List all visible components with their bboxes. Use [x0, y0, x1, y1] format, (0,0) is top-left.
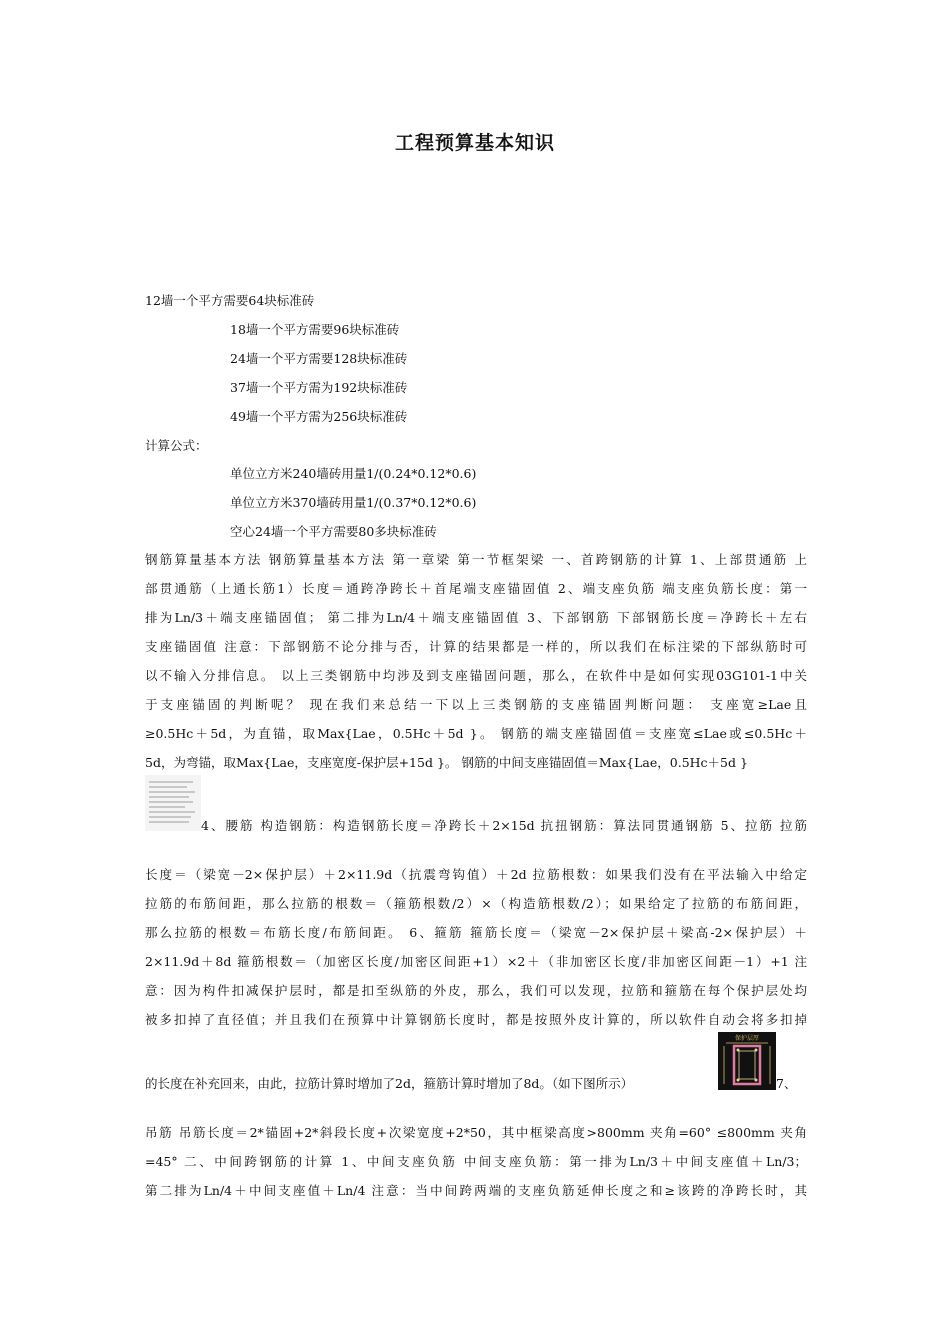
stirrup-diagram: [718, 1032, 776, 1090]
brick-line: 12墙一个平方需要64块标准砖: [145, 293, 315, 308]
formula-heading: 计算公式：: [145, 438, 208, 453]
text-line: 拉筋的布筋间距，那么拉筋的根数＝（箍筋根数/2）×（构造筋根数/2）；如果给定了拉筋的布筋间距，: [145, 896, 807, 911]
text-line: 长度＝（梁宽－2×保护层）＋2×11.9d（抗震弯钩值）＋2d 拉筋根数：如果我们没有在平法输入中给定: [145, 867, 807, 882]
text-line: 2×11.9d＋8d 箍筋根数＝（加密区长度/加密区间距+1）×2＋（非加密区长度/非加密区间距－1）+1 注: [145, 954, 807, 969]
brick-line: 24墙一个平方需要128块标准砖: [230, 351, 408, 366]
brick-line: 49墙一个平方需为256块标准砖: [230, 409, 408, 424]
paragraph-rebar-basics: [145, 545, 807, 777]
text-line: =45° 二、中间跨钢筋的计算 1、中间支座负筋 中间支座负筋：第一排为Ln/3＋中间支座值＋Ln/3；: [145, 1154, 807, 1169]
stirrup-diagram-graphic: [718, 1032, 776, 1090]
text-line: 钢筋算量基本方法 钢筋算量基本方法 第一章梁 第一节框架梁 一、首跨钢筋的计算 1、上部贯通筋 上: [145, 552, 807, 567]
text-line: 于支座锚固的判断呢？ 现在我们来总结一下以上三类钢筋的支座锚固判断问题： 支座宽≥Lae且: [145, 697, 807, 712]
text-line: 4、腰筋 构造钢筋：构造钢筋长度＝净跨长＋2×15d 抗扭钢筋：算法同贯通钢筋 5、拉筋 拉筋: [201, 818, 807, 833]
paragraph-hanger-bars: [145, 1118, 807, 1205]
thumbnail-image: [145, 775, 201, 831]
text-line: 支座锚固值 注意：下部钢筋不论分排与否，计算的结果都是一样的，所以我们在标注梁的下部纵筋时可: [145, 639, 807, 654]
formula-line: 单位立方米370墙砖用量1/(0.37*0.12*0.6): [230, 495, 477, 510]
text-line: 的长度在补充回来，由此，拉筋计算时增加了2d，箍筋计算时增加了8d。（如下图所示）: [145, 1076, 634, 1091]
text-line: 排为Ln/3＋端支座锚固值； 第二排为Ln/4＋端支座锚固值 3、下部钢筋 下部钢筋长度＝净跨长＋左右: [145, 610, 807, 625]
text-line: 第二排为Ln/4＋中间支座值＋Ln/4 注意：当中间跨两端的支座负筋延伸长度之和≥该跨的净跨长时，其: [145, 1183, 807, 1198]
paragraph-stirrups: [145, 860, 807, 1034]
brick-line: 37墙一个平方需为192块标准砖: [230, 380, 408, 395]
text-line: ≥0.5Hc＋5d，为直锚，取Max{Lae，0.5Hc＋5d }。 钢筋的端支座锚固值＝支座宽≤Lae或≤0.5Hc＋: [145, 726, 807, 741]
text-line: 以不输入分排信息。 以上三类钢筋中均涉及到支座锚固问题，那么，在软件中是如何实现03G101-1中关: [145, 668, 807, 683]
text-line: 意：因为构件扣减保护层时，都是扣至纵筋的外皮，那么，我们可以发现，拉筋和箍筋在每个保护层处均: [145, 983, 807, 998]
text-line: 部贯通筋（上通长筋1）长度＝通跨净跨长＋首尾端支座锚固值 2、端支座负筋 端支座负筋长度：第一: [145, 581, 807, 596]
text-line: 7、: [776, 1076, 797, 1091]
diagram-label: 保护层厚: [734, 1035, 760, 1042]
brick-line: 18墙一个平方需要96块标准砖: [230, 322, 400, 337]
formula-line: 空心24墙一个平方需要80多块标准砖: [230, 524, 437, 539]
text-line: 被多扣掉了直径值；并且我们在预算中计算钢筋长度时，都是按照外皮计算的，所以软件自动会将多扣掉: [145, 1012, 807, 1027]
text-line: 吊筋 吊筋长度＝2*锚固+2*斜段长度+次梁宽度+2*50，其中框梁高度>800mm 夹角=60° ≤800mm 夹角: [145, 1125, 807, 1140]
page-title: 工程预算基本知识: [394, 132, 555, 154]
text-line: 那么拉筋的根数＝布筋长度/布筋间距。 6、箍筋 箍筋长度＝（梁宽－2×保护层＋梁高-2×保护层）＋: [145, 925, 807, 940]
formula-line: 单位立方米240墙砖用量1/(0.24*0.12*0.6): [230, 466, 477, 481]
text-line: 5d，为弯锚，取Max{Lae，支座宽度-保护层+15d }。 钢筋的中间支座锚固值＝Max{Lae，0.5Hc＋5d }: [145, 755, 748, 770]
